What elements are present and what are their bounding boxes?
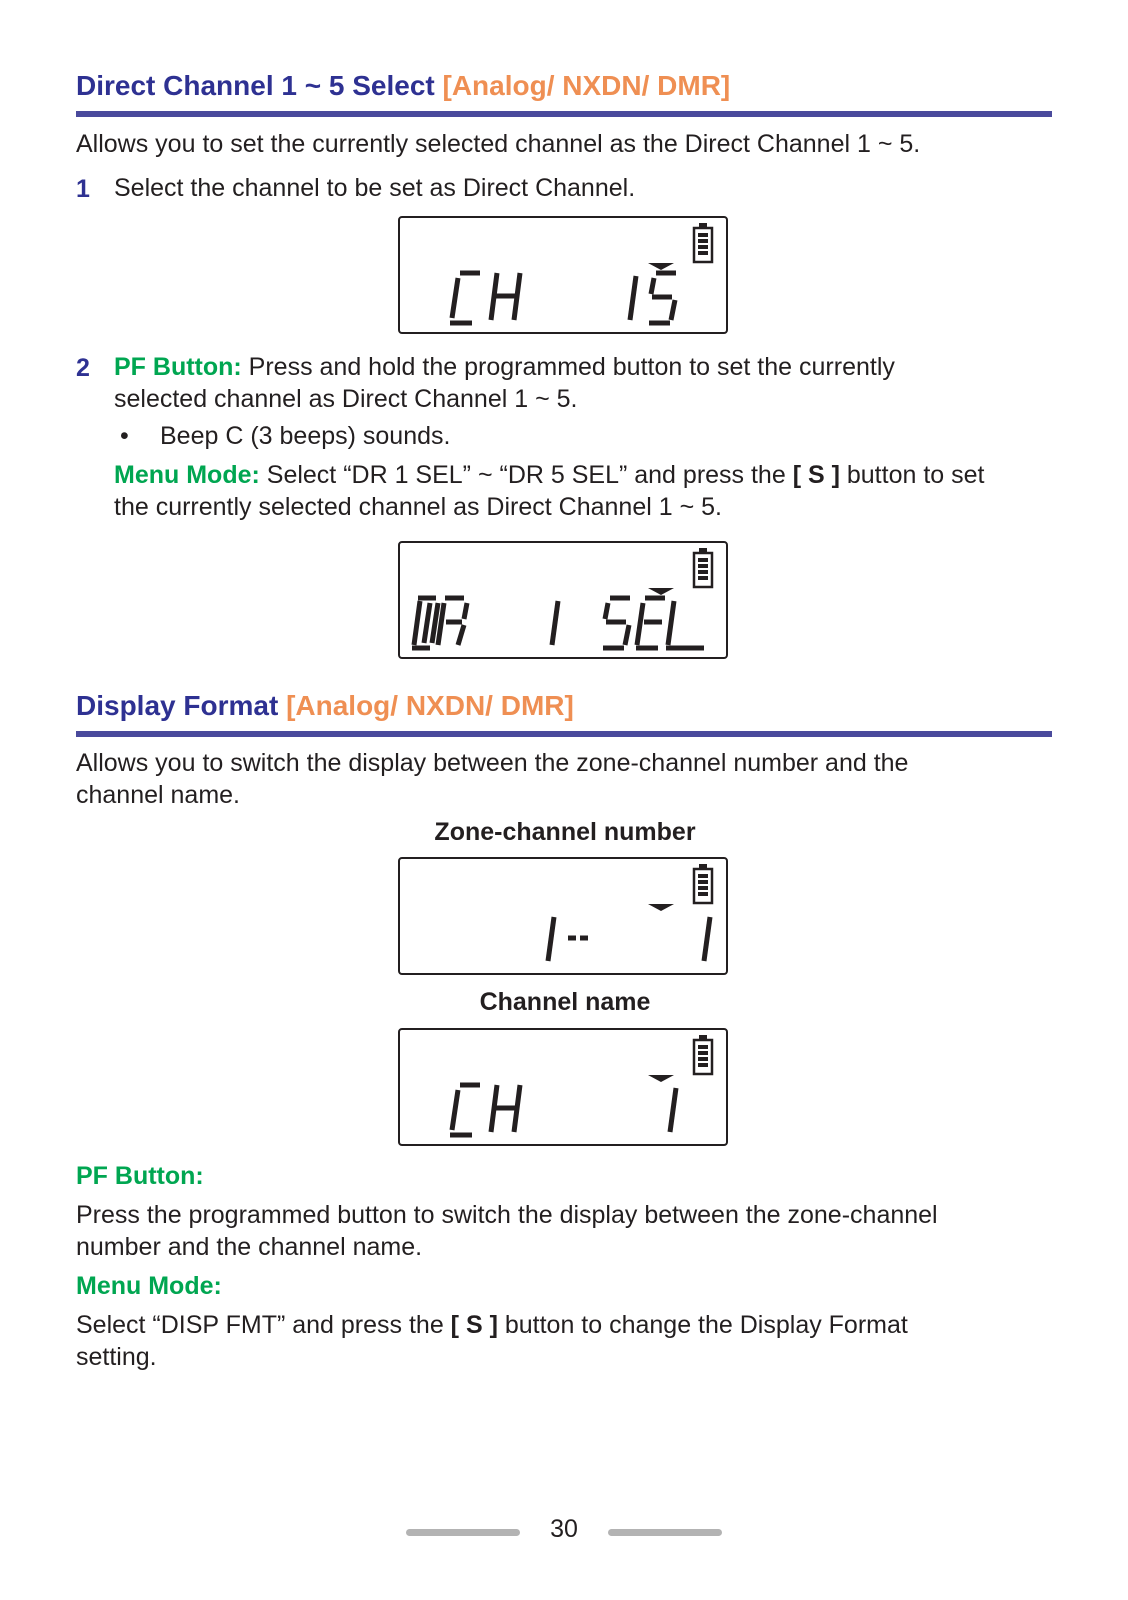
pf-button-label: PF Button: <box>114 353 242 381</box>
lcd-segments <box>400 218 726 332</box>
lcd-display-ch15 <box>398 216 728 334</box>
section-intro-cont: channel name. <box>76 781 241 809</box>
caption-channel-name: Channel name <box>479 988 651 1016</box>
lcd-display-channel-name <box>398 1028 728 1146</box>
section-title-text: Direct Channel 1 ~ 5 Select <box>76 70 435 101</box>
section-intro: Allows you to switch the display between the zone-channel number and the <box>76 749 909 777</box>
menu-mode-instruction <box>76 1309 908 1342</box>
step-text: Select the channel to be set as Direct Channel. <box>114 174 636 202</box>
section-rule <box>76 111 1052 117</box>
section-title-direct-channel <box>76 70 730 102</box>
lcd-display-zone-channel <box>398 857 728 975</box>
footer-bar-left <box>406 1529 520 1536</box>
pf-text: Press the programmed button to switch the display between the zone-channel <box>76 1201 938 1229</box>
menu-mode-instruction <box>114 459 984 492</box>
pf-text-cont: number and the channel name. <box>76 1233 423 1261</box>
mode-tag: [Analog/ NXDN/ DMR] <box>442 70 731 101</box>
lcd-segments <box>400 1030 726 1144</box>
menu-text-cont: the currently selected channel as Direct Channel 1 ~ 5. <box>114 493 722 521</box>
page-number: 30 <box>550 1515 578 1543</box>
menu-mode-label: Menu Mode: <box>76 1272 222 1300</box>
lcd-segments <box>400 859 726 973</box>
pf-text: Press and hold the programmed button to set the currently <box>241 353 895 381</box>
menu-mode-label: Menu Mode: <box>114 461 260 489</box>
bullet: • <box>120 422 129 450</box>
pf-button-label: PF Button: <box>76 1162 204 1190</box>
menu-text: Select “DR 1 SEL” ~ “DR 5 SEL” and press the <box>259 461 793 489</box>
bullet-text: Beep C (3 beeps) sounds. <box>160 422 451 450</box>
section-intro: Allows you to set the currently selected channel as the Direct Channel 1 ~ 5. <box>76 130 921 158</box>
step-number: 1 <box>76 175 90 203</box>
s-key: [ S ] <box>450 1311 498 1339</box>
menu-text-2: button to set <box>839 461 985 489</box>
s-key: [ S ] <box>792 461 840 489</box>
menu-text-2: button to change the Display Format <box>497 1311 908 1339</box>
lcd-display-dr1sel <box>398 541 728 659</box>
section-title-text: Display Format <box>76 690 279 721</box>
pf-button-instruction <box>114 351 895 384</box>
pf-text-cont: selected channel as Direct Channel 1 ~ 5. <box>114 385 578 413</box>
section-rule <box>76 731 1052 737</box>
caption-zone-channel-number: Zone-channel number <box>434 818 696 846</box>
footer-bar-right <box>608 1529 722 1536</box>
lcd-segments <box>400 543 726 657</box>
mode-tag: [Analog/ NXDN/ DMR] <box>286 690 574 721</box>
step-number: 2 <box>76 354 90 382</box>
menu-text: Select “DISP FMT” and press the <box>76 1311 451 1339</box>
section-title-display-format <box>76 690 574 722</box>
menu-text-cont: setting. <box>76 1343 157 1371</box>
